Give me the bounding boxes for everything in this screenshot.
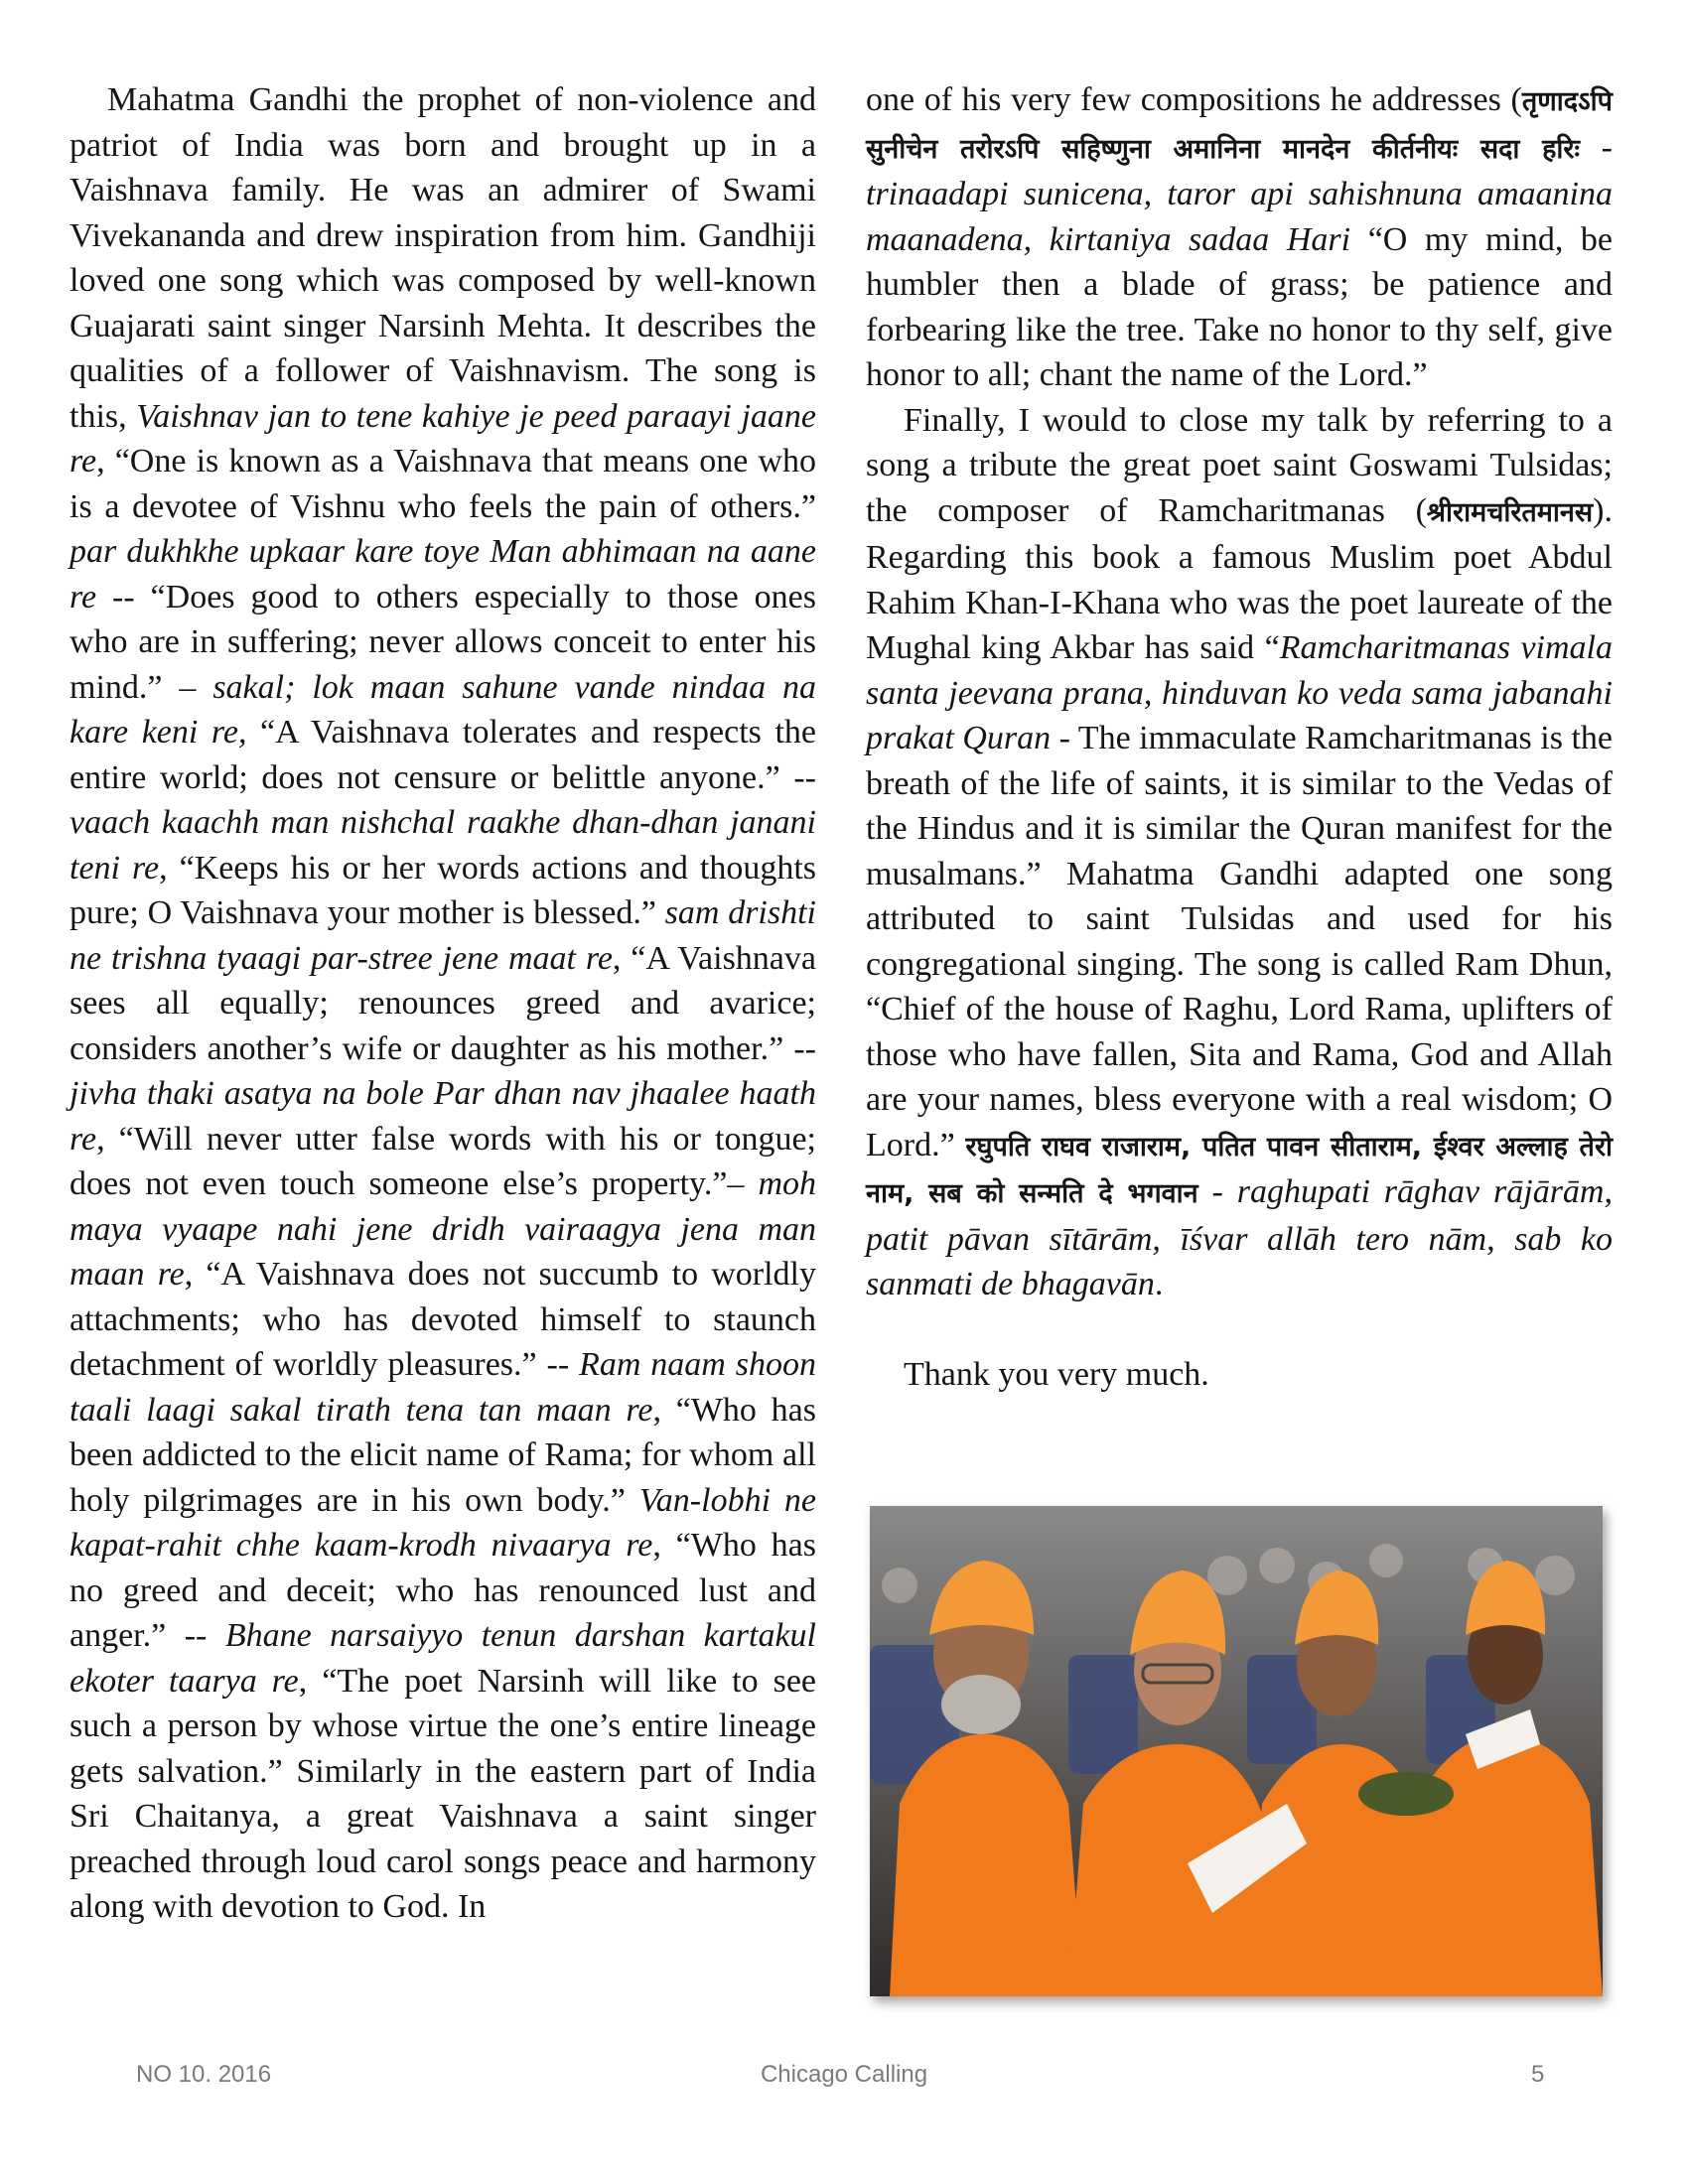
transliteration-text: par dukhkhe upkaar kare toye Man abhimaan na aane re [70,533,816,615]
body-text: ). Regarding this book a famous Muslim poet Abdul Rahim Khan-I-Khana who was the poet laureate of the Mughal king Akbar has said “ [866,491,1613,666]
article-paragraph-continued [866,77,1613,398]
transliteration-text: Van-lobhi ne kapat-rahit chhe kaam-krodh nivaarya re [70,1481,816,1564]
body-text: , “Keeps his or her words actions and thoughts pure; O Vaishnava your mother is blessed.” [70,849,816,931]
body-text: “A Vaishnava tolerates and respects the entire world; does not censure or belittle anyone.” -- [70,714,817,796]
transliteration-text: moh maya vyaape nahi jene dridh vairaagya jena man maan re [70,1165,816,1293]
left-column [70,77,816,1930]
article-paragraph [866,398,1613,1307]
footer-issue: NO 10. 2016 [136,2061,272,2088]
body-text: . [1154,1266,1164,1302]
photo [870,1506,1603,1996]
body-text: - The immaculate Ramcharitmanas is the breath of the life of saints, it is similar to the Vedas of the Hindus and it is similar the Quran manifest for the musalmans.” Mahatma Gandhi adapted one song attributed to saint Tulsidas and used for his congregational singing. The song is called Ram Dhun, “Chief of the house of Raghu, Lord Rama, uplifters of those who have fallen, Sita and Rama, God and Allah are your names, bless everyone with a real wisdom; O Lord.” [866,720,1613,1163]
devanagari-text: श्रीरामचरितमानस [1426,496,1594,528]
body-text: -- “Does good to others especially to those ones who are in suffering; never allows conceit to enter his mind.” [70,578,816,706]
body-text: , “The poet Narsinh will like to see such a person by whose virtue the one’s entire lineage gets salvation.” Similarly in the eastern part of India Sri Chaitanya, a great Vaishnava a saint singer preached through loud carol songs peace and harmony along with devotion to God. In [70,1662,816,1925]
spacer [866,1307,1613,1352]
transliteration-text: Bhane narsaiyyo tenun darshan kartakul ekoter taarya re [70,1617,816,1700]
transliteration-text: Ramcharitmanas vimala santa jeevana prana, hinduvan ko veda sama jabanahi prakat Quran [866,629,1614,756]
right-column [866,77,1613,1397]
devanagari-text: रघुपति राघव राजाराम, पतित पावन सीताराम, ईश्वर अल्लाह तेरो नाम, सब को सन्मति दे भगवान [866,1131,1613,1209]
transliteration-text: raghupati rāghav rājārām, patit pāvan sītārām, īśvar allāh tero nām, sab ko sanmati de bhagavān [866,1173,1613,1302]
devanagari-text: तृणादऽपि सुनीचेन तरोरऽपि सहिष्णुना अमानिना मानदेन कीर्तनीयः सदा हरिः [866,86,1613,165]
body-text: , “Who has no greed and deceit; who has renounced lust and anger.” -- [70,1527,816,1654]
body-text: Finally, I would to close my talk by referring to a song a tribute the great poet saint Goswami Tulsidas; the composer of Ramcharitmanas ( [866,401,1613,529]
footer-publication: Chicago Calling [760,2061,928,2088]
body-text: - [1579,128,1613,166]
page-number: 5 [1531,2061,1545,2088]
body-text: one of his very few compositions he addresses ( [866,81,1522,118]
body-text: , “A Vaishnava sees all equally; renounces greed and avarice; considers another’s wife or daughter as his mother.” -- [70,939,816,1067]
body-text: , “Will never utter false words with his or tongue; does not even touch someone else’s property.”– [70,1120,816,1202]
transliteration-text: vaach kaachh man nishchal raakhe dhan-dhan janani teni re [70,804,816,887]
body-text: , “One is known as a Vaishnava that means one who is a devotee of Vishnu who feels the pain of others.” [70,443,816,525]
body-text: Mahatma Gandhi the prophet of non-violence and patriot of India was born and brought up in a Vaishnava family. He was an admirer of Swami Vivekananda and drew inspiration from him. Gandhiji loved one song which was composed by well-known Guajarati saint singer Narsinh Mehta. It describes the qualities of a follower of Vaishnavism. The song is this, [70,81,816,435]
body-text: - [1197,1173,1237,1210]
body-text: , “A Vaishnava does not succumb to worldly attachments; who has devoted himself to staunch detachment of worldly pleasures.” -- [70,1256,816,1383]
transliteration-text: trinaadapi sunicena, taror api sahishnuna amaanina maanadena, kirtaniya sadaa Hari [866,176,1613,258]
body-text: , “Who has been addicted to the elicit name of Rama; for whom all holy pilgrimages are in his own body.” [70,1391,816,1519]
photo-image [870,1506,1603,1996]
body-text: “O my mind, be humbler then a blade of grass; be patience and forbearing like the tree. Take no honor to thy self, give honor to all; chant the name of the Lord.” [866,220,1614,393]
transliteration-text: – sakal; lok maan sahune vande nindaa na kare keni re, [70,668,816,751]
closing-line: Thank you very much. [904,1355,1209,1393]
transliteration-text: Vaishnav jan to tene kahiye je peed paraayi jaane re [70,397,816,479]
transliteration-text: Ram naam shoon taali laagi sakal tirath tena tan maan re [70,1346,816,1429]
transliteration-text: jivha thaki asatya na bole Par dhan nav jhaalee haath re [70,1075,816,1158]
transliteration-text: sam drishti ne trishna tyaagi par-stree jene maat re [70,894,816,977]
article-paragraph [70,77,816,1930]
